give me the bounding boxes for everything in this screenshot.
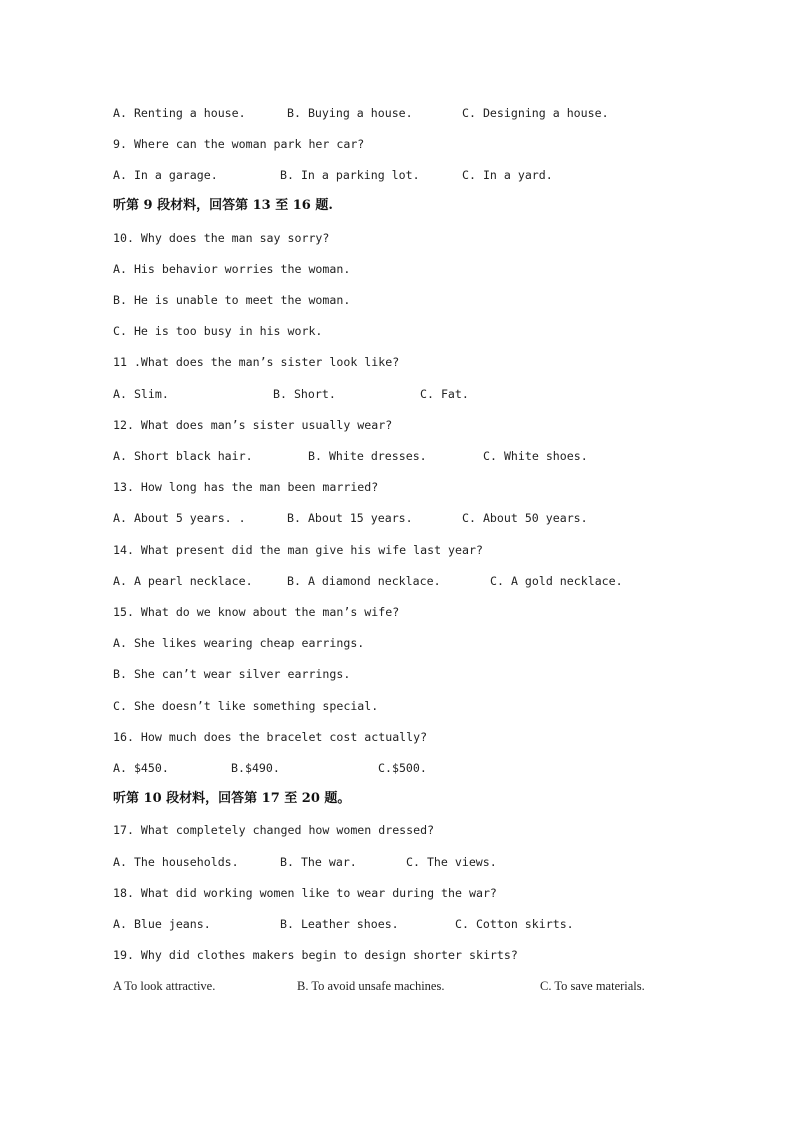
option-b: B. To avoid unsafe machines. xyxy=(297,979,445,993)
option-a: A. Renting a house. xyxy=(113,106,246,120)
option-b: B. A diamond necklace. xyxy=(287,574,441,588)
option-c: C. He is too busy in his work. xyxy=(113,324,323,338)
option-c: C. Designing a house. xyxy=(462,106,609,120)
question-18: 18. What did working women like to wear during the war? xyxy=(113,886,497,900)
question-14: 14. What present did the man give his wife last year? xyxy=(113,543,483,557)
option-c: C. A gold necklace. xyxy=(490,574,623,588)
section-heading-10: 听第 10 段材料，回答第 17 至 20 题。 xyxy=(113,791,351,806)
question-16: 16. How much does the bracelet cost actually? xyxy=(113,730,428,744)
option-a: A. $450. xyxy=(113,761,169,775)
question-11: 11 .What does the man’s sister look like? xyxy=(113,355,400,369)
option-b: B.$490. xyxy=(231,761,280,775)
option-b: B. The war. xyxy=(280,855,357,869)
option-c: C. About 50 years. xyxy=(462,511,588,525)
question-15: 15. What do we know about the man’s wife? xyxy=(113,605,400,619)
option-a: A. Blue jeans. xyxy=(113,917,211,931)
option-b: B. Buying a house. xyxy=(287,106,413,120)
option-a: A To look attractive. xyxy=(113,979,216,993)
option-c: C. The views. xyxy=(406,855,497,869)
question-12: 12. What does man’s sister usually wear? xyxy=(113,418,393,432)
option-c: C. White shoes. xyxy=(483,449,588,463)
option-a: A. His behavior worries the woman. xyxy=(113,262,351,276)
option-a: A. In a garage. xyxy=(113,168,218,182)
option-c: C.$500. xyxy=(378,761,427,775)
option-c: C. Cotton skirts. xyxy=(455,917,574,931)
question-13: 13. How long has the man been married? xyxy=(113,480,379,494)
section-heading-9: 听第 9 段材料，回答第 13 至 16 题. xyxy=(113,198,333,213)
option-a: A. The households. xyxy=(113,855,239,869)
option-a: A. Short black hair. xyxy=(113,449,253,463)
option-a: A. A pearl necklace. xyxy=(113,574,253,588)
option-b: B. About 15 years. xyxy=(287,511,413,525)
option-b: B. He is unable to meet the woman. xyxy=(113,293,351,307)
option-b: B. In a parking lot. xyxy=(280,168,420,182)
option-c: C. To save materials. xyxy=(540,979,645,993)
option-c: C. Fat. xyxy=(420,387,469,401)
question-10: 10. Why does the man say sorry? xyxy=(113,231,330,245)
option-b: B. Short. xyxy=(273,387,336,401)
option-b: B. She can’t wear silver earrings. xyxy=(113,667,351,681)
question-17: 17. What completely changed how women dressed? xyxy=(113,823,435,837)
question-19: 19. Why did clothes makers begin to design shorter skirts? xyxy=(113,948,518,962)
option-a: A. She likes wearing cheap earrings. xyxy=(113,636,365,650)
option-c: C. In a yard. xyxy=(462,168,553,182)
option-b: B. White dresses. xyxy=(308,449,427,463)
option-a: A. About 5 years. . xyxy=(113,511,246,525)
question-9: 9. Where can the woman park her car? xyxy=(113,137,365,151)
option-a: A. Slim. xyxy=(113,387,169,401)
option-c: C. She doesn’t like something special. xyxy=(113,699,379,713)
option-b: B. Leather shoes. xyxy=(280,917,399,931)
